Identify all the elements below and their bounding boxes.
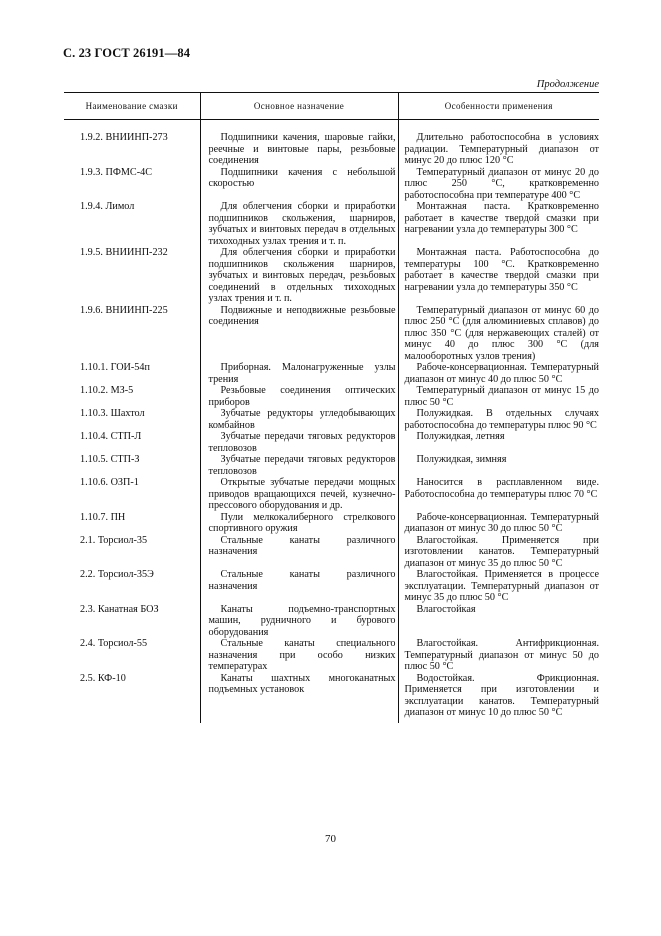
features-cell: Монтажная паста. Кратковременно работает в качестве твердой смазки при нагревании узла до температуры 300 °С <box>398 201 599 247</box>
purpose-cell: Стальные канаты различного назначения <box>200 569 398 604</box>
column-header-features: Особенности применения <box>398 93 599 120</box>
lubricant-name-cell: 1.10.2. МЗ-5 <box>80 385 134 396</box>
page-header: С. 23 ГОСТ 26191—84 <box>63 46 191 60</box>
table-row <box>64 408 599 431</box>
purpose-cell: Для облегчения сборки и приработки подшипников скольжения шарниров, зубчатых и винтовых передач, резьбовых соединений в отдельных тихоходных узлах трения и т. п. <box>200 247 398 305</box>
lubricant-name-cell: 2.1. Торсиол-35 <box>80 534 148 546</box>
table-row <box>64 512 599 535</box>
features-cell: Полужидкая, летняя <box>398 431 599 454</box>
table-row <box>64 638 599 673</box>
features-cell: Наносится в расплавленном виде. Работоспособна до температуры плюс 70 °С <box>398 477 599 512</box>
purpose-cell: Подшипники качения, шаровые гайки, реечные и винтовые пары, резьбовые соединения <box>200 120 398 167</box>
purpose-cell: Канаты шахтных многоканатных подъемных установок <box>200 673 398 723</box>
purpose-cell: Стальные канаты различного назначения <box>200 535 398 570</box>
purpose-cell: Подшипники качения с небольшой скоростью <box>200 167 398 202</box>
table-row <box>64 201 599 247</box>
table-row <box>64 362 599 385</box>
lubricant-name-cell: 2.5. КФ-10 <box>80 672 126 684</box>
table-row <box>64 167 599 202</box>
features-cell: Температурный диапазон от минус 20 до плюс 250 °С, кратковременно работоспособна при температуре 400 °С <box>398 167 599 202</box>
features-cell: Влагостойкая. Антифрикционная. Температурный диапазон от минус 50 до плюс 50 °С <box>398 638 599 673</box>
features-cell: Водостойкая. Фрикционная. Применяется при изготовлении и эксплуатации канатов. Температурный диапазон от минус 10 до плюс 50 °С <box>398 673 599 723</box>
table-row <box>64 673 599 723</box>
lubricant-name-cell: 1.9.2. ВНИИНП-273 <box>80 132 168 143</box>
lubricants-table <box>64 92 599 723</box>
table-row <box>64 431 599 454</box>
table-row <box>64 120 599 167</box>
table-row <box>64 305 599 363</box>
purpose-cell: Приборная. Малонагруженные узлы трения <box>200 362 398 385</box>
features-cell: Рабоче-консервационная. Температурный диапазон от минус 40 до плюс 50 °С <box>398 362 599 385</box>
features-cell: Влагостойкая. Применяется при изготовлении канатов. Температурный диапазон от минус 35 до плюс 50 °С <box>398 535 599 570</box>
purpose-cell: Резьбовые соединения оптических приборов <box>200 385 398 408</box>
purpose-cell: Зубчатые передачи тяговых редукторов тепловозов <box>200 454 398 477</box>
table-row <box>64 535 599 570</box>
lubricant-name-cell: 1.10.4. СТП-Л <box>80 431 142 442</box>
lubricant-name-cell: 2.3. Канатная БОЗ <box>80 603 159 615</box>
column-header-name: Наименование смазки <box>64 93 200 120</box>
table-row <box>64 247 599 305</box>
purpose-cell: Пули мелкокалиберного стрелкового спортивного оружия <box>200 512 398 535</box>
purpose-cell: Зубчатые редукторы угледобывающих комбайнов <box>200 408 398 431</box>
table-row <box>64 477 599 512</box>
lubricant-name-cell: 1.10.5. СТП-З <box>80 454 140 465</box>
purpose-cell: Стальные канаты специального назначения при особо низких температурах <box>200 638 398 673</box>
features-cell: Рабоче-консервационная. Температурный диапазон от минус 30 до плюс 50 °С <box>398 512 599 535</box>
lubricant-name-cell: 1.10.1. ГОИ-54п <box>80 362 150 373</box>
features-cell: Полужидкая, зимняя <box>398 454 599 477</box>
lubricant-name-cell: 1.10.7. ПН <box>80 511 126 523</box>
lubricant-name-cell: 1.9.4. Лимол <box>80 201 135 212</box>
lubricant-name-cell: 1.9.6. ВНИИНП-225 <box>80 304 168 316</box>
features-cell: Длительно работоспособна в условиях радиации. Температурный диапазон от минус 20 до плюс 120 °С <box>398 120 599 167</box>
features-cell: Влагостойкая. Применяется в процессе эксплуатации. Температурный диапазон от минус 35 до плюс 50 °С <box>398 569 599 604</box>
lubricant-name-cell: 2.4. Торсиол-55 <box>80 638 148 649</box>
lubricant-name-cell: 1.10.3. Шахтол <box>80 408 145 419</box>
features-cell: Температурный диапазон от минус 60 до плюс 250 °С (для алюминиевых сплавов) до плюс 350 °С (для нержавеющих сталей) от минус 40 до плюс 300 °С (для малооборотных узлов трения) <box>398 305 599 363</box>
purpose-cell: Канаты подъемно-транспортных машин, рудничного и бурового оборудования <box>200 604 398 639</box>
table-row <box>64 569 599 604</box>
table-body <box>64 120 599 723</box>
purpose-cell: Для облегчения сборки и приработки подшипников скольжения, шарниров, зубчатых и винтовых передач в отдельных тихоходных узлах трения и т. п. <box>200 201 398 247</box>
features-cell: Полужидкая. В отдельных случаях работоспособна до температуры плюс 90 °С <box>398 408 599 431</box>
lubricant-name-cell: 1.9.5. ВНИИНП-232 <box>80 247 168 258</box>
column-header-purpose: Основное назначение <box>200 93 398 120</box>
lubricant-name-cell: 1.9.3. ПФМС-4С <box>80 166 153 178</box>
table-header-row <box>64 93 599 120</box>
continued-label: Продолжение <box>536 79 599 90</box>
features-cell: Монтажная паста. Работоспособна до температуры 100 °С. Кратковременно работает в качестве твердой смазки при нагревании узла до температуры 350 °С <box>398 247 599 305</box>
lubricant-name-cell: 2.2. Торсиол-35Э <box>80 569 154 580</box>
purpose-cell: Зубчатые передачи тяговых редукторов тепловозов <box>200 431 398 454</box>
purpose-cell: Подвижные и неподвижные резьбовые соединения <box>200 305 398 363</box>
purpose-cell: Открытые зубчатые передачи мощных приводов вращающихся печей, кузнечно-прессового оборудования и др. <box>200 477 398 512</box>
table-row <box>64 385 599 408</box>
features-cell: Влагостойкая <box>398 604 599 639</box>
table-row <box>64 604 599 639</box>
lubricant-name-cell: 1.10.6. ОЗП-1 <box>80 477 139 488</box>
features-cell: Температурный диапазон от минус 15 до плюс 50 °С <box>398 385 599 408</box>
table-row <box>64 454 599 477</box>
page-number: 70 <box>325 833 336 845</box>
